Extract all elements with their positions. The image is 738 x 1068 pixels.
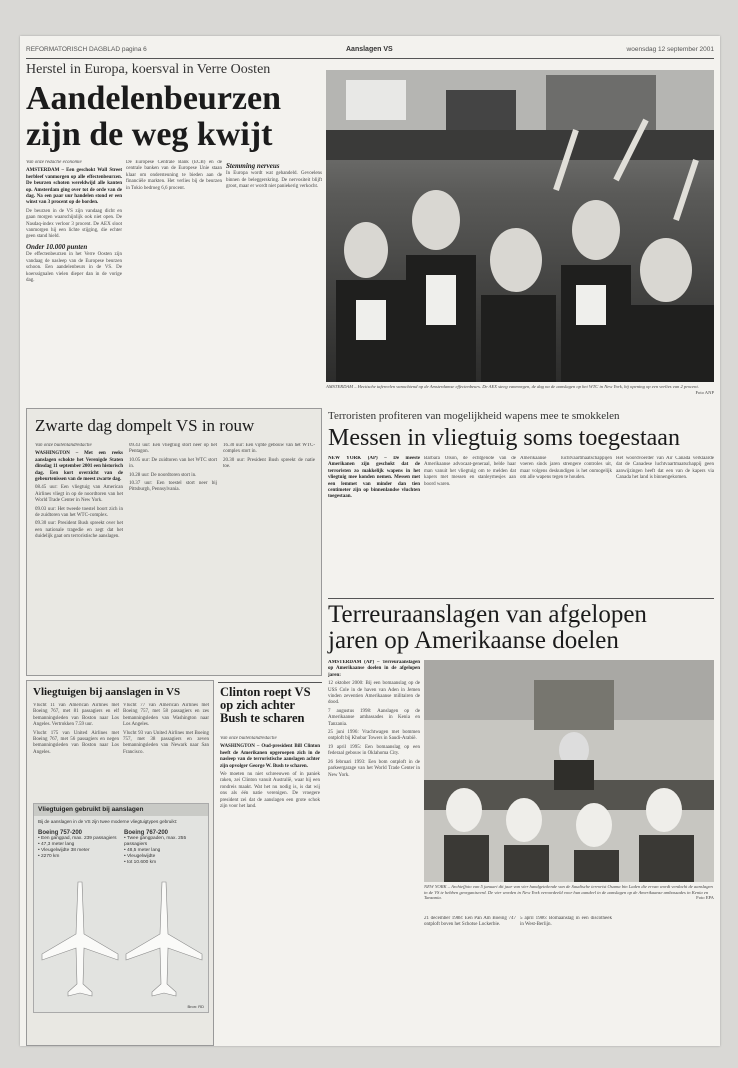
plane-specs-767: Boeing 767-200 • Twee gangpaden, max. 255 passagiers • 48,5 meter lang • Vleugelwijdte • tot 10.600 km — [124, 830, 208, 866]
top-body2: De effectenbeurzen in het Verre Oosten zijn vandaag de nasleep van de Europese beurzen schoon. Een aandelenbeurs in de VS. De koerssignalen vielen dieper dan in de vorige dag. — [26, 252, 122, 283]
newspaper-page — [20, 36, 720, 1046]
zwarte-dag-box — [26, 408, 322, 676]
terror-headline-line1: Terreuraanslagen van afgelopen — [328, 601, 647, 628]
terror-item: 25 juni 1996: Vrachtwagen met bommen ontploft bij Khobar Towers in Saudi-Arabië. — [328, 730, 420, 742]
terror-col3 — [520, 916, 612, 1042]
zwarte-dag-headline: Zwarte dag dompelt VS in rouw — [35, 416, 255, 435]
top-headline-line1: Aandelenbeurzen — [26, 80, 281, 117]
zwarte-dag-col3 — [223, 443, 315, 671]
timeline-item: 10.05 uur: De zuidtoren van het WTC stort in. — [129, 457, 217, 470]
clinton-col — [220, 736, 320, 1042]
clinton-rule — [218, 682, 322, 683]
terror-item: 12 oktober 2000: Bij een bomaanslag op de USS Cole in de haven van Aden in Jemen vinden zeventien Amerikaanse militairen de dood. — [328, 681, 420, 706]
top-kicker: Herstel in Europa, koersval in Verre Oosten — [26, 62, 271, 77]
top-article-col1 — [26, 160, 122, 440]
terror-item: 19 april 1995: Een bomaanslag op een federaal gebouw in Oklahoma City. — [328, 744, 420, 757]
flight-item: Vlucht 175 van United Airlines met Boeing 767, met 56 passagiers en negen bemanningsleden van Boston naar Los Angeles. — [33, 730, 119, 755]
terror-item: 7 augustus 1998: Aanslagen op de Amerikaanse ambassades in Kenia en Tanzania. — [328, 708, 420, 727]
stock-photo-credit: Foto ANP — [695, 389, 714, 395]
zwarte-dag-byline: Van onze buitenlandredactie — [35, 443, 92, 448]
clinton-body: We moeten nu niet schreeuwen of in paniek raken, zei Clinton vanuit Australië, waar hij een rondreis maakt. Wat het nu nodig is, is dat wij ons als één natie verenigen. De vroegere president zei dat de aanslagen een grote schok zijn voor het land. — [220, 772, 320, 810]
flights-col2 — [123, 703, 209, 799]
flight-item: Vlucht 77 van American Airlines met Boeing 757, met 58 passagiers en zes bemanningsleden van Washington naar Los Angeles. — [123, 703, 209, 728]
plane-name: Boeing 757-200 — [38, 830, 83, 836]
header-left: REFORMATORISCH DAGBLAD pagina 6 — [26, 46, 147, 53]
flights-box — [26, 680, 214, 1046]
clinton-lead: WASHINGTON – Oud-president Bill Clinton heeft de Amerikanen opgeroepen zich in de nasleep van de terroristische aanslagen achter zijn opvolger George W. Bush te scharen. — [220, 744, 320, 769]
top-body4: In Europa wordt wat gehandeld. Gevoelens binnen de beleggerskring. De nervositeit blijft groot, maar er wordt niet paniekerig verkocht. — [226, 171, 322, 190]
messen-col2 — [424, 456, 516, 596]
stock-exchange-photo — [326, 70, 714, 382]
flight-item: Vlucht 11 van American Airlines met Boeing 767, met 81 passagiers en elf bemanningsleden van Boston naar Los Angeles. Vertrokken 7.59 uur. — [33, 703, 119, 728]
messen-kicker: Terroristen profiteren van mogelijkheid wapens mee te smokkelen — [328, 410, 620, 422]
graphic-credit: Bron: RD — [187, 1004, 204, 1009]
zwarte-dag-col2 — [129, 443, 217, 671]
terror-item: 26 februari 1993: Een bom ontploft in de parkeergarage van het World Trade Center in New York. — [328, 759, 420, 778]
flights-col1 — [33, 703, 119, 799]
terror-item: 21 december 1988: Een Pan Am Boeing 747 ontploft boven het Schotse Lockerbie. — [424, 916, 516, 928]
flight-item: Vlucht 93 van United Airlines met Boeing 757, met 38 passagiers en zeven bemanningsleden van Newark naar San Francisco. — [123, 730, 209, 755]
courtroom-sketch-photo — [424, 660, 714, 882]
timeline-item: 09.43 uur: Een vliegtuig stort neer op het Pentagon. — [129, 443, 217, 455]
aircraft-graphic — [33, 803, 209, 1013]
plane-specs-757: Boeing 757-200 • Een gangpad, max. 239 passagiers • 47,3 meter lang • Vleugelwijdte 38 meter • 2270 km — [38, 830, 122, 860]
courtroom-credit: Foto EPA — [696, 895, 714, 901]
timeline-item: 10.37 uur: Een toestel stort neer bij Pittsburgh, Pennsylvania. — [129, 481, 217, 493]
plane-name: Boeing 767-200 — [124, 830, 169, 836]
messen-col4 — [616, 456, 714, 596]
messen-col1 — [328, 456, 420, 596]
timeline-item: 20.30 uur: President Bush spreekt de natie toe. — [223, 457, 315, 470]
terror-item: 5 april 1986: Bomaanslag in een discotheek in West-Berlijn. — [520, 916, 612, 928]
messen-body3: Het woordvoerder van Air Canada verklaarde dat de Canadese luchtvaartmaatschappij geen aanwijzingen heeft dat een van de kapers via Canada het land is binnengekomen. — [616, 456, 714, 481]
top-subhead2: Stemming nerveus — [226, 162, 280, 170]
top-headline-line2: zijn de weg kwijt — [26, 116, 273, 153]
terror-col2 — [424, 916, 516, 1042]
timeline-item: 09.03 uur: Het tweede toestel boort zich in de zuidtoren van het WTC-complex. — [35, 506, 123, 519]
top-article-col2 — [126, 160, 222, 440]
header-section: Aanslagen VS — [346, 46, 393, 53]
timeline-item: 10.28 uur: De noordtoren stort in. — [129, 472, 197, 478]
timeline-item: 08.45 uur: Een vliegtuig van American Airlines vliegt in op de noordtoren van het World Trade Center in New York. — [35, 485, 123, 504]
courtroom-caption: NEW YORK – Archieffoto van 5 januari dit jaar van vier handgetekende van de Saudische terrorist Osama bin Laden die ervan wordt verdacht de aanslagen in de VS te hebben georganiseerd. De vier worden in New York veroordeeld voor hun aandeel in de aanslagen op de Amerikaanse ambassades in Kenia en Tanzania. Foto EPA — [424, 884, 714, 901]
messen-lead: NEW YORK (AP) – De meeste Amerikanen zijn geschokt dat de terroristen zo makkelijk wapens in het vliegtuig mee konden nemen. Messen met een lemmet van minder dan tien centimeter zijn op binnenlandse vluchten toegestaan. — [328, 456, 420, 500]
header-rule — [26, 58, 714, 59]
messen-body2: Amerikaanse luchtvaartmaatschappijen voeren sinds jaren strengere controles uit, maar volgens deskundigen is het onmogelijk om alle wapens tegen te houden. — [520, 456, 612, 481]
messen-headline: Messen in vliegtuig soms toegestaan — [328, 425, 680, 451]
page-header — [26, 44, 714, 58]
terror-rule — [328, 598, 714, 599]
graphic-subtitle: Bij de aanslagen in de VS zijn twee moderne vliegtuigtypes gebruikt: — [38, 819, 178, 824]
top-body3: De Europese Centrale Bank (ECB) en de centrale banken van de Europese Unie staan klaar om ondersteuning te bieden aan de financiële markten. Het verlies bij de beurzen in Tokio bedroeg 6,6 procent. — [126, 160, 222, 191]
stock-photo-caption: AMSTERDAM – Hectische tafereelen vanochtend op de Amsterdamse effectenbeurs. De AEX steeg vanmorgen, de dag na de aanslagen op het WTC in New York, bij opening op een verlies van 2 procent. Foto ANP — [326, 384, 714, 395]
airplane-silhouette-icon — [38, 874, 206, 1004]
top-lead: AMSTERDAM – Een geschokt Wall Street herbleef vanmorgen op alle effectenbeurzen. De beurzen schoten wereldwijd alle kanten op. Amsterdam ging over tot de orde van de dag. Na een paar uur handelen stond er een winst van 3 procent op de borden. — [26, 168, 122, 206]
graphic-title: Vliegtuigen gebruikt bij aanslagen — [34, 804, 208, 816]
zwarte-dag-lead: WASHINGTON – Met een reeks aanslagen schokte het Verenigde Staten dinsdag 11 september 2001 een historisch dag. Een kort overzicht van de gebeurtenissen van de meest zwarte dag. — [35, 451, 123, 483]
top-body1: De beurzen in de VS zijn vandaag dicht en gaan morgen waarschijnlijk ook niet open. De Nasdaq-index verloor 3 procent. De AEX sloot vanmorgen hij een lichte stijging, die echter geen stand hield. — [26, 208, 122, 240]
timeline-item: 09.30 uur: President Bush spreekt over het een nationale tragedie en zegt dat het duidelijk gaat om terroristische aanslagen. — [35, 521, 123, 540]
top-subhead: Onder 10.000 punten — [26, 242, 88, 251]
timeline-item: 16.30 uur: Een vijfde gebouw van het WTC-complex stort in. — [223, 443, 315, 455]
header-date: woensdag 12 september 2001 — [626, 46, 714, 53]
terror-headline-line2: jaren op Amerikaanse doelen — [328, 627, 619, 654]
clinton-headline: Clinton roept VS op zich achter Bush te scharen — [220, 685, 311, 725]
terror-col1 — [328, 660, 420, 974]
top-article-col3 — [226, 160, 322, 440]
messen-col3 — [520, 456, 612, 596]
messen-body1: Barbara Olson, de echtgenote van de Amerikaanse advocaat-generaal, belde haar man vanuit het vliegtuig om te melden dat kapers met messen en stanleymesjes aan boord waren. — [424, 456, 516, 487]
clinton-byline: Van onze buitenlandredactie — [220, 736, 277, 741]
flights-headline: Vliegtuigen bij aanslagen in VS — [33, 686, 181, 698]
terror-lead: AMSTERDAM (AP) – Terreuraanslagen op Amerikaanse doelen in de afgelopen jaren: — [328, 660, 420, 678]
zwarte-dag-col1 — [35, 443, 123, 671]
top-byline: Van onze redactie economie — [26, 160, 82, 165]
